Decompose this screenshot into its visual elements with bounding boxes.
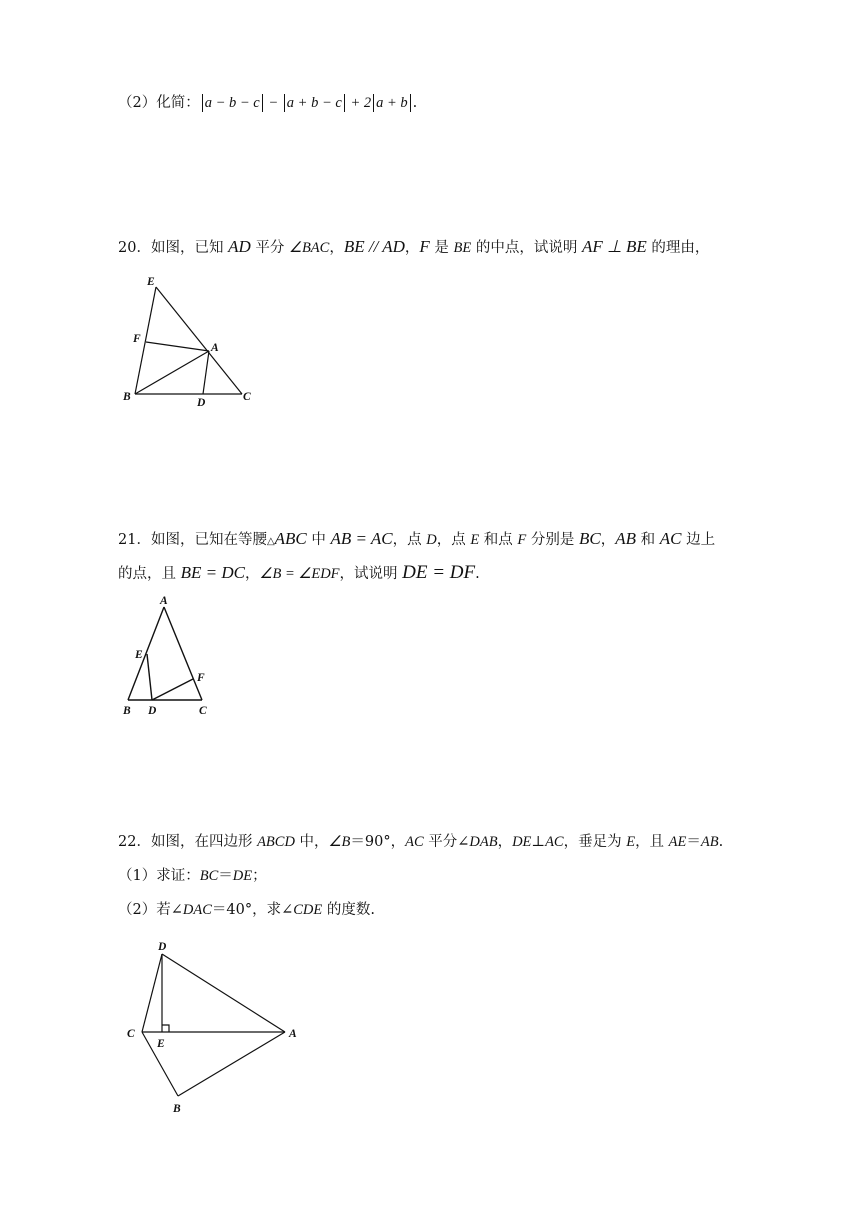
label-B: B — [173, 1103, 181, 1115]
label-C: C — [243, 391, 251, 403]
right-angle-mark — [162, 1025, 169, 1032]
segment-ED — [147, 654, 152, 700]
segment-AB — [128, 607, 164, 700]
label-D: D — [158, 941, 167, 953]
q19-part2: （2）化简： a − b − c − a + b − c + 2 a + b . — [118, 95, 418, 111]
q22-sub1: （1）求证：BC＝DE； — [118, 868, 267, 884]
label-F: F — [133, 333, 141, 345]
label-D: D — [197, 397, 206, 409]
segment-AC — [164, 607, 202, 700]
label-E: E — [157, 1038, 165, 1050]
q21-statement-line2: 的点，且 BE = DC，∠B = ∠EDF，试说明 DE = DF. — [118, 562, 480, 583]
q19-label: （2）化简： — [118, 95, 200, 111]
label-A: A — [211, 342, 219, 354]
abs-term-2: a + b − c — [284, 94, 345, 112]
segment-BA — [135, 351, 209, 394]
segment-EC — [156, 287, 242, 394]
label-B: B — [123, 391, 131, 403]
q22-figure — [115, 935, 315, 1120]
q22-sub2: （2）若∠DAC＝40°，求∠CDE 的度数. — [118, 902, 375, 918]
q22-statement: 22．如图，在四边形 ABCD 中，∠B＝90°，AC 平分∠DAB，DE⊥AC，垂足为 E，且 AE＝AB. — [118, 834, 724, 850]
label-F: F — [197, 672, 205, 684]
label-B: B — [123, 705, 131, 717]
label-E: E — [135, 649, 143, 661]
q21-statement-line1: 21．如图，已知在等腰△ABC 中 AB = AC，点 D，点 E 和点 F 分别是 BC，AB 和 AC 边上 — [118, 529, 716, 548]
label-A: A — [160, 595, 168, 607]
label-A: A — [289, 1028, 297, 1040]
segment-BA — [178, 1032, 285, 1096]
abs-term-1: a − b − c — [202, 94, 263, 112]
abs-term-3: a + b — [373, 94, 411, 112]
q20-statement: 20．如图，已知 AD 平分 ∠BAC，BE // AD，F 是 BE 的中点，试说明 AF ⊥ BE 的理由， — [118, 237, 710, 256]
label-C: C — [199, 705, 207, 717]
segment-DA — [162, 954, 285, 1032]
segment-FA — [146, 342, 209, 351]
label-E: E — [147, 276, 155, 288]
q20-figure — [115, 270, 265, 410]
label-D: D — [148, 705, 157, 717]
segment-AD — [203, 351, 209, 394]
segment-DC — [142, 954, 162, 1032]
segment-DF — [152, 679, 193, 700]
label-C: C — [127, 1028, 135, 1040]
q21-figure — [115, 592, 225, 722]
